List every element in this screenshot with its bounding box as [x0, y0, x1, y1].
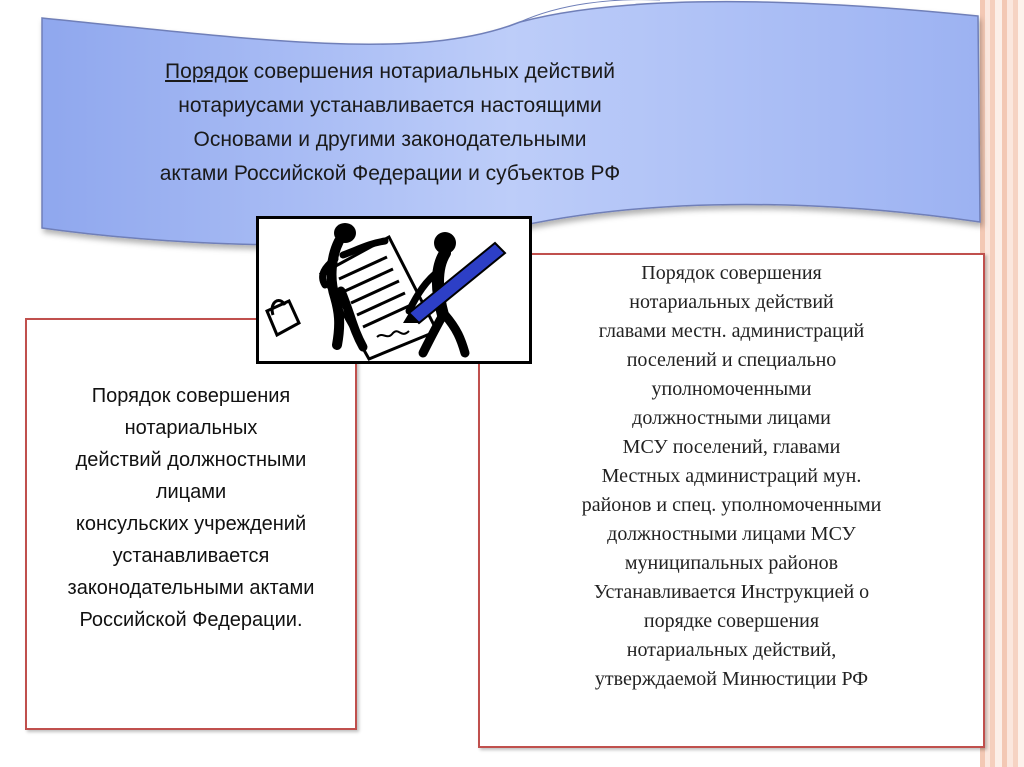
left-line: Порядок совершения: [91, 385, 291, 407]
left-line: нотариальных: [124, 417, 258, 439]
left-line: законодательными актами: [67, 577, 315, 599]
right-line: утверждаемой Минюстиции РФ: [594, 668, 869, 690]
right-line: муниципальных районов: [624, 552, 839, 574]
banner-line-1: совершения нотариальных действий: [247, 60, 615, 83]
left-line: консульских учреждений: [75, 513, 307, 535]
consular-officials-box: [25, 318, 357, 730]
left-line: действий должностными: [75, 449, 307, 471]
right-line: уполномоченными: [651, 378, 812, 400]
banner-underlined-word: Порядок: [165, 60, 248, 83]
right-line: поселений и специально: [626, 349, 837, 371]
right-line: МСУ поселений, главами: [622, 436, 841, 458]
banner-text: [140, 55, 640, 191]
right-line: должностными лицами МСУ: [607, 523, 856, 545]
right-line: главами местн. администраций: [598, 320, 865, 342]
right-line: должностными лицами: [632, 407, 831, 429]
local-administration-text: [480, 259, 983, 694]
right-line: Порядок совершения: [641, 262, 822, 284]
left-line: устанавливается: [112, 545, 270, 567]
left-line: лицами: [155, 481, 227, 503]
right-line: Устанавливается Инструкцией о: [593, 581, 870, 603]
left-line: Российской Федерации.: [79, 609, 303, 631]
right-line: нотариальных действий,: [626, 639, 837, 661]
local-administration-box: [478, 253, 985, 748]
right-line: Местных администраций мун.: [601, 465, 862, 487]
banner-line-4: актами Российской Федерации и субъектов РФ: [159, 162, 621, 185]
right-line: нотариальных действий: [629, 291, 834, 313]
right-line: порядке совершения: [643, 610, 820, 632]
consular-officials-text: [27, 380, 355, 636]
banner-line-2: нотариусами устанавливается настоящими: [178, 94, 602, 117]
right-line: районов и спец. уполномоченными: [581, 494, 882, 516]
people-signing-document-icon: [256, 216, 532, 364]
banner-line-3: Основами и другими законодательными: [193, 128, 587, 151]
